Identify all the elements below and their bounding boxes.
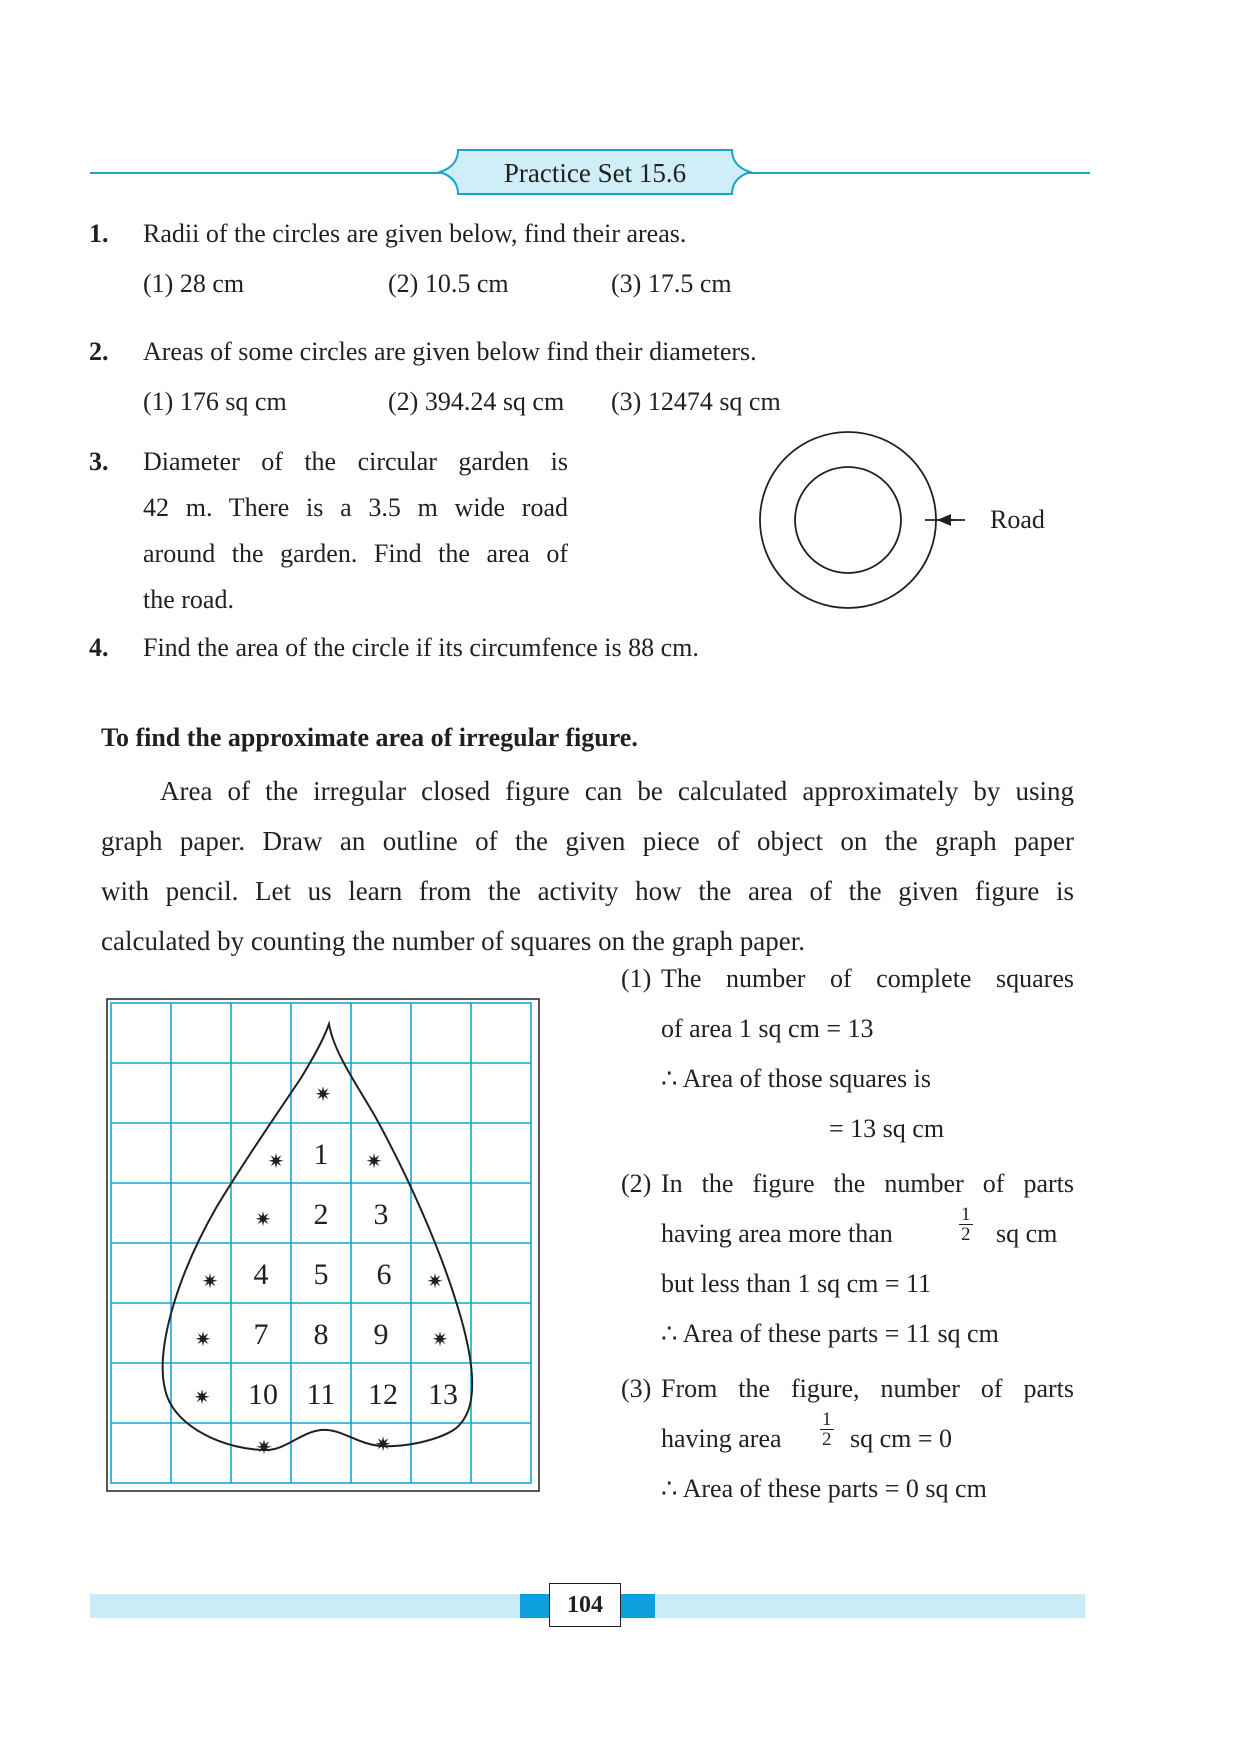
step-3-marker: (3) xyxy=(621,1374,652,1403)
question-4-text: Find the area of the circle if its circumfence is 88 cm. xyxy=(143,633,699,662)
question-1-option-3: (3) 17.5 cm xyxy=(611,269,732,298)
cell-number-11: 11 xyxy=(306,1378,336,1411)
step-1-line-4: = 13 sq cm xyxy=(829,1114,945,1143)
step-1-line-1: The number of complete squares xyxy=(661,964,1074,993)
step-2-line-1: In the figure the number of parts xyxy=(661,1169,1074,1198)
step-3-fraction xyxy=(816,1410,838,1449)
step-1-line-2: of area 1 sq cm = 13 xyxy=(661,1014,874,1043)
step-2-line-2a: having area more than xyxy=(661,1219,893,1248)
question-4-number: 4. xyxy=(89,633,109,662)
question-3-line-1: Diameter of the circular garden is xyxy=(143,447,568,476)
question-2-text: Areas of some circles are given below find their diameters. xyxy=(143,337,757,366)
practice-set-banner xyxy=(436,148,754,196)
page-number: 104 xyxy=(549,1583,621,1627)
question-3-text xyxy=(143,447,568,631)
cell-number-9: 9 xyxy=(373,1318,389,1351)
cell-number-2: 2 xyxy=(313,1198,329,1231)
figure-outer-frame xyxy=(107,999,539,1491)
page-title: Practice Set 15.6 xyxy=(503,158,687,188)
step-3-line-2a: having area xyxy=(661,1424,782,1453)
road-pointer-extension xyxy=(925,518,965,522)
section-heading: To find the approximate area of irregular figure. xyxy=(101,723,638,752)
step-3-line-1: From the figure, number of parts xyxy=(661,1374,1074,1403)
star-marker: ✷ xyxy=(426,1269,444,1293)
header-rule-left xyxy=(90,172,445,174)
question-3-line-3: around the garden. Find the area of xyxy=(143,539,568,568)
step-3-line-1-wrap xyxy=(661,1376,1074,1406)
star-marker: ✷ xyxy=(314,1082,332,1106)
star-marker: ✷ xyxy=(365,1149,383,1173)
step-2-line-3: but less than 1 sq cm = 11 xyxy=(661,1269,932,1298)
step-2-marker: (2) xyxy=(621,1169,652,1198)
question-1-number: 1. xyxy=(89,219,109,248)
question-3-line-2: 42 m. There is a 3.5 m wide road xyxy=(143,493,568,522)
cell-number-5: 5 xyxy=(313,1258,329,1291)
question-3-line-4: the road. xyxy=(143,585,234,614)
paragraph-line-3: with pencil. Let us learn from the activity how the area of the given figure is xyxy=(101,876,1074,906)
step-2-fraction-denominator: 2 xyxy=(961,1224,971,1245)
star-marker: ✷ xyxy=(254,1207,272,1231)
step-2-fraction xyxy=(955,1205,977,1244)
star-marker: ✷ xyxy=(267,1149,285,1173)
question-1-option-2: (2) 10.5 cm xyxy=(388,269,509,298)
step-2-line-2b: sq cm xyxy=(996,1219,1058,1248)
cell-number-8: 8 xyxy=(313,1318,329,1351)
paragraph-line-1: Area of the irregular closed figure can be calculated approximately by using xyxy=(160,776,1074,806)
cell-number-1: 1 xyxy=(313,1138,329,1171)
footer-accent-right xyxy=(615,1594,655,1618)
star-marker: ✷ xyxy=(255,1435,273,1459)
step-1-line-1-wrap xyxy=(661,966,1074,996)
step-3-fraction-denominator: 2 xyxy=(822,1429,832,1450)
graph-paper-figure xyxy=(106,998,540,1492)
star-marker: ✷ xyxy=(201,1269,219,1293)
step-3-line-3: ∴ Area of these parts = 0 sq cm xyxy=(661,1474,987,1503)
cell-number-6: 6 xyxy=(376,1258,392,1291)
step-3-fraction-numerator: 1 xyxy=(822,1409,832,1430)
star-marker: ✷ xyxy=(431,1327,449,1351)
paragraph-line-2: graph paper. Draw an outline of the given piece of object on the graph paper xyxy=(101,826,1074,856)
garden-circle xyxy=(795,467,901,573)
section-paragraph xyxy=(101,766,1074,966)
question-2-number: 2. xyxy=(89,337,109,366)
star-marker: ✷ xyxy=(374,1432,392,1456)
question-3-number: 3. xyxy=(89,447,109,476)
cell-number-4: 4 xyxy=(253,1258,269,1291)
step-1-marker: (1) xyxy=(621,964,652,993)
cell-number-3: 3 xyxy=(373,1198,389,1231)
question-1-option-1: (1) 28 cm xyxy=(143,269,245,298)
step-2-fraction-numerator: 1 xyxy=(961,1204,971,1225)
road-label: Road xyxy=(990,505,1045,534)
step-2-line-4: ∴ Area of these parts = 11 sq cm xyxy=(661,1319,999,1348)
star-marker: ✷ xyxy=(193,1385,211,1409)
question-2-option-3: (3) 12474 sq cm xyxy=(611,387,781,416)
paragraph-line-4: calculated by counting the number of squares on the graph paper. xyxy=(101,926,806,956)
step-3-line-2b: sq cm = 0 xyxy=(850,1424,953,1453)
cell-number-13: 13 xyxy=(428,1378,458,1411)
step-1-line-3: ∴ Area of those squares is xyxy=(661,1064,931,1093)
road-outer-circle xyxy=(760,432,936,608)
step-2-line-1-wrap xyxy=(661,1171,1074,1201)
question-2-option-1: (1) 176 sq cm xyxy=(143,387,287,416)
cell-number-10: 10 xyxy=(248,1378,278,1411)
cell-number-7: 7 xyxy=(253,1318,269,1351)
question-2-option-2: (2) 394.24 sq cm xyxy=(388,387,565,416)
cell-number-12: 12 xyxy=(368,1378,398,1411)
star-marker: ✷ xyxy=(194,1327,212,1351)
cell-labels xyxy=(194,1082,458,1459)
question-1-text: Radii of the circles are given below, find their areas. xyxy=(143,219,687,248)
header-rule-right xyxy=(745,172,1090,174)
